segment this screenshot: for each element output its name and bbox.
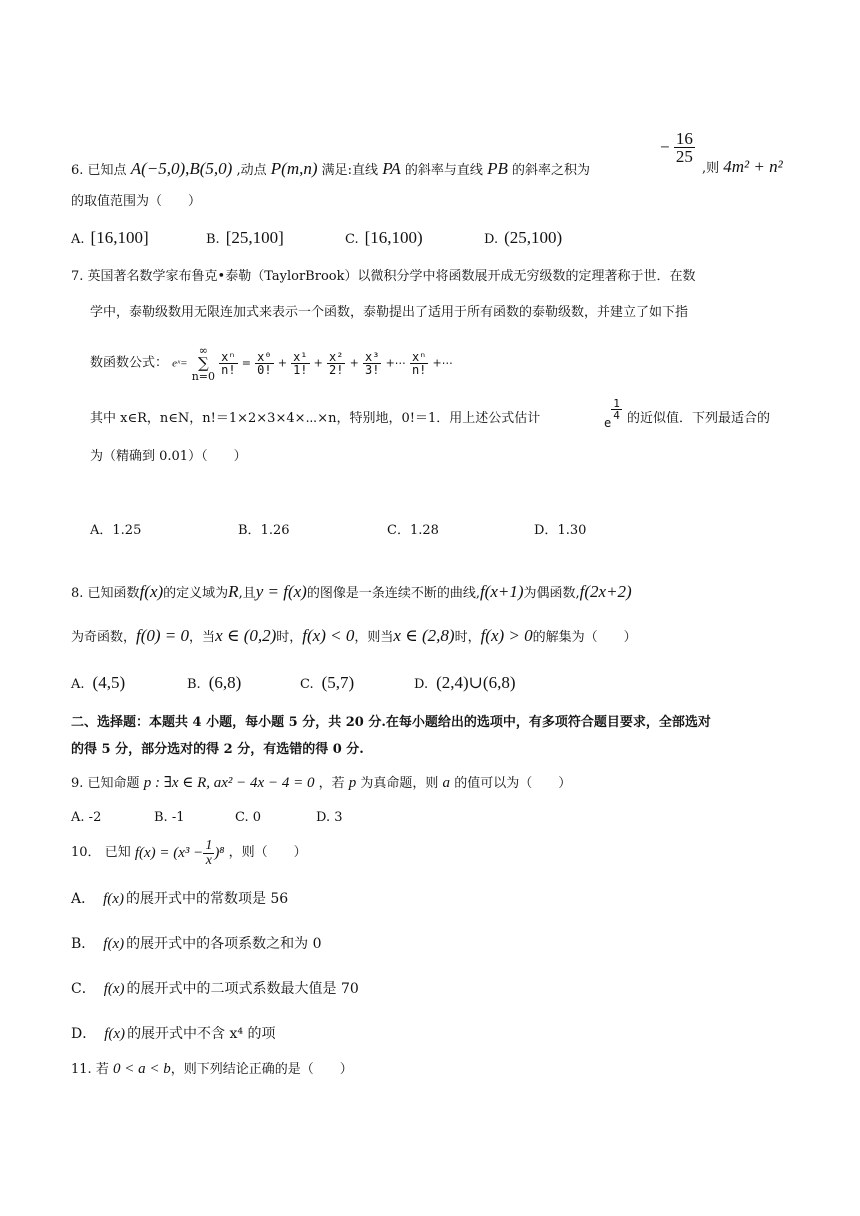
- power-8: )⁸: [214, 845, 225, 861]
- option-value: 1.26: [260, 523, 290, 538]
- q8-line2: [71, 627, 637, 647]
- term-numerator: xⁿ: [411, 350, 427, 364]
- option-value: (25,100): [504, 228, 563, 247]
- q8-text: 的解集为（ ）: [532, 630, 637, 645]
- q10-text: 已知: [104, 845, 131, 860]
- formula-lhs: eˣ=: [172, 357, 188, 370]
- q8-text: 的图像是一条连续不断的曲线,: [306, 586, 480, 601]
- ellipsis: +⋯: [385, 356, 406, 370]
- e-power: [604, 398, 622, 430]
- function-def: f(x) = (x³ −: [134, 845, 204, 861]
- taylor-term: [363, 351, 381, 376]
- plus: +: [277, 356, 287, 370]
- q6-number: 6.: [71, 163, 84, 178]
- equals: =: [241, 356, 251, 370]
- q11-text: 若: [95, 1062, 109, 1077]
- q9-option-c: [235, 810, 261, 825]
- exponent-fraction: [611, 398, 622, 421]
- term-numerator: x⁰: [257, 350, 272, 364]
- q11-number: 11.: [71, 1062, 92, 1077]
- q6-text: 满足:直线: [321, 163, 379, 178]
- ellipsis: +⋯: [432, 356, 453, 370]
- option-value: (5,7): [321, 673, 355, 692]
- q8-text: 为奇函数，: [71, 630, 137, 645]
- q6-text: 的斜率与直线: [404, 163, 483, 178]
- q7-line4b: 的近似值．下列最适合的: [627, 411, 771, 426]
- q7-formula: [90, 345, 453, 382]
- e-base: e: [604, 416, 612, 430]
- q7-option-b: [238, 519, 290, 538]
- q6-fraction: [660, 130, 695, 165]
- math-fx: f(x): [103, 891, 124, 907]
- comma: ,: [185, 159, 190, 178]
- fraction-sign: −: [660, 137, 670, 157]
- q9-number: 9.: [71, 776, 84, 791]
- q6-option-a: [71, 228, 149, 248]
- q11-line1: [71, 1060, 353, 1079]
- option-label: C.: [300, 677, 314, 692]
- q8-line1: [71, 583, 632, 603]
- math-interval-2-8: x ∈ (2,8): [393, 626, 455, 645]
- q8-text: ，则当: [354, 630, 394, 645]
- q10-option-a: [71, 890, 288, 908]
- term-numerator: x²: [329, 350, 344, 364]
- option-label: D．: [71, 1026, 97, 1042]
- option-label: A．: [71, 891, 96, 907]
- inequality: 0 < a < b: [112, 1061, 171, 1077]
- option-label: D.: [484, 232, 499, 247]
- formula-label: 数函数公式：: [90, 355, 169, 371]
- q8-option-a: [71, 673, 125, 693]
- option-value: (2,4)∪(6,8): [436, 673, 516, 692]
- option-value: -2: [88, 810, 102, 825]
- option-label: D．: [534, 523, 558, 538]
- option-value: 1.28: [409, 523, 439, 538]
- q8-text: 的定义域为: [163, 586, 229, 601]
- q7-line1: [71, 268, 695, 286]
- q7-text: 英国著名数学家布鲁克•泰勒（TaylorBrook）以微积分学中将函数展开成无穷级数的定理著称于世．在数: [87, 269, 696, 284]
- q7-line5: 为（精确到 0.01）（ ）: [90, 449, 247, 464]
- math-fx-lt-0: f(x) < 0: [302, 626, 355, 645]
- term-denominator: 0!: [257, 363, 272, 377]
- q6-text: ,动点: [236, 163, 267, 178]
- taylor-term: [255, 351, 273, 376]
- q10-line1: [71, 836, 307, 871]
- math-fx: f(x): [104, 1026, 126, 1042]
- q6-text: 的斜率之积为: [511, 163, 590, 178]
- option-value: (4,5): [92, 673, 126, 692]
- q6-text: ,则: [702, 161, 720, 176]
- q6-option-d: [484, 228, 562, 248]
- q8-text: ，当: [189, 630, 216, 645]
- math-f2x-plus-2: f(2x+2): [579, 582, 632, 601]
- option-value: [16,100]: [90, 228, 149, 247]
- q9-text: 已知命题: [87, 776, 140, 791]
- term-numerator: x³: [364, 350, 380, 364]
- q6-option-c: [345, 228, 423, 248]
- fraction-1-over-x: [203, 839, 214, 868]
- option-text: 的展开式中的常数项是 56: [125, 891, 289, 907]
- q9-option-a: [71, 810, 101, 825]
- point-a: A(−5,0): [130, 159, 186, 178]
- q7-option-c: [387, 519, 439, 538]
- option-text: 的展开式中不含 x⁴ 的项: [127, 1026, 276, 1042]
- q7-number: 7.: [71, 269, 84, 284]
- plus: +: [313, 356, 323, 370]
- term-numerator: x¹: [293, 350, 308, 364]
- q9-text: 的值可以为（ ）: [454, 776, 572, 791]
- q8-number: 8.: [71, 586, 84, 601]
- expression: 4m² + n²: [723, 157, 783, 176]
- option-text: 的展开式中的二项式系数最大值是 70: [126, 981, 359, 997]
- q10-number: 10．: [71, 845, 101, 860]
- fraction-numerator: 1: [205, 837, 213, 853]
- taylor-term: [410, 351, 428, 376]
- q8-text: 已知函数: [87, 586, 140, 601]
- q7-line2: 学中，泰勒级数用无限连加式来表示一个函数，泰勒提出了适用于所有函数的泰勒级数，并建立了如下指: [90, 305, 689, 320]
- q8-option-d: [414, 673, 515, 693]
- q6-expr: [702, 158, 783, 178]
- q6-text: 已知点: [87, 163, 127, 178]
- math-y-fx: y = f(x): [255, 582, 307, 601]
- math-interval-0-2: x ∈ (0,2): [215, 626, 277, 645]
- section2-header-line1: 二、选择题：本题共 4 小题，每小题 5 分，共 20 分.在每小题给出的选项中，有多项符合题目要求，全部选对: [71, 715, 711, 730]
- q10-option-d: [71, 1025, 275, 1043]
- option-label: A.: [71, 677, 85, 692]
- q7-option-a: [90, 519, 141, 538]
- q6-line1: [71, 160, 590, 180]
- option-text: 的展开式中的各项系数之和为 0: [126, 936, 322, 952]
- math-fx: f(x): [103, 936, 125, 952]
- q7-option-d: [534, 519, 586, 538]
- q9-option-b: [154, 810, 185, 825]
- q7-line4: [90, 410, 540, 428]
- term-numerator: xⁿ: [221, 350, 236, 364]
- option-label: A．: [90, 523, 113, 538]
- option-value: (6,8): [208, 673, 242, 692]
- q9-text: ，若: [318, 776, 345, 791]
- option-label: C．: [71, 981, 96, 997]
- option-value: 1.30: [557, 523, 587, 538]
- option-label: D.: [316, 810, 331, 825]
- math-f0: f(0) = 0: [136, 626, 190, 645]
- q8-option-c: [300, 673, 354, 693]
- math-fx: f(x): [139, 582, 164, 601]
- math-p: p: [348, 775, 357, 791]
- q10-option-c: [71, 980, 359, 998]
- option-value: 1.25: [112, 523, 142, 538]
- q6-line2: 的取值范围为（ ）: [71, 194, 202, 209]
- q8-option-b: [187, 673, 241, 693]
- q9-line1: [71, 774, 571, 793]
- math-a: a: [442, 775, 451, 791]
- option-label: B．: [71, 936, 96, 952]
- point-b: B(5,0): [189, 159, 233, 178]
- fraction-16-25: [674, 130, 695, 165]
- option-value: [25,100]: [225, 228, 284, 247]
- option-label: A.: [71, 810, 85, 825]
- taylor-term: [291, 351, 309, 376]
- math-fx: f(x): [103, 981, 125, 997]
- option-label: B．: [238, 523, 261, 538]
- q8-text: 时，: [276, 630, 303, 645]
- sum-symbol: ∑: [198, 354, 209, 372]
- option-value: [16,100): [364, 228, 423, 247]
- taylor-term: [219, 351, 237, 376]
- q9-option-d: [316, 810, 343, 825]
- sum-upper: ∞: [198, 344, 208, 357]
- section2-header-line2: 的得 5 分，部分选对的得 2 分，有选错的得 0 分.: [71, 742, 364, 757]
- term-denominator: 1!: [293, 363, 308, 377]
- q10-text: ，则（ ）: [228, 845, 307, 860]
- exponent-numerator: 1: [613, 397, 620, 410]
- term-denominator: 3!: [364, 363, 380, 377]
- option-label: C．: [387, 523, 410, 538]
- sum-lower: n=0: [191, 370, 216, 383]
- q8-text: ,且: [238, 586, 256, 601]
- math-fx-gt-0: f(x) > 0: [480, 626, 533, 645]
- q10-option-b: [71, 935, 321, 953]
- line-pb: PB: [487, 159, 508, 178]
- line-pa: PA: [382, 159, 401, 178]
- term-denominator: n!: [411, 363, 427, 377]
- option-value: 0: [252, 810, 262, 825]
- q8-text: 时，: [454, 630, 481, 645]
- term-denominator: n!: [221, 363, 236, 377]
- option-label: C.: [345, 232, 359, 247]
- fraction-numerator: 16: [675, 129, 693, 148]
- option-label: D.: [414, 677, 429, 692]
- option-label: B.: [206, 232, 220, 247]
- fraction-denominator: x: [203, 853, 214, 868]
- option-value: -1: [171, 810, 185, 825]
- taylor-term: [327, 351, 345, 376]
- plus: +: [349, 356, 359, 370]
- option-label: B.: [187, 677, 201, 692]
- q7-text: 其中 x∈R，n∈N，n!＝1×2×3×4×⋯×n，特别地，0!＝1．用上述公式估计: [90, 411, 541, 426]
- option-value: 3: [334, 810, 343, 825]
- point-p: P(m,n): [270, 159, 318, 178]
- math-fx-plus-1: f(x+1): [479, 582, 524, 601]
- fraction-denominator: 25: [675, 147, 693, 166]
- term-denominator: 2!: [329, 363, 344, 377]
- q9-text: 为真命题，则: [360, 776, 439, 791]
- q6-option-b: [206, 228, 284, 248]
- exponent-denominator: 4: [613, 409, 620, 422]
- option-label: C.: [235, 810, 249, 825]
- q8-text: 为偶函数,: [523, 586, 580, 601]
- summation-sign: [192, 345, 215, 382]
- math-r: R: [228, 582, 239, 601]
- q11-text: ，则下列结论正确的是（ ）: [170, 1062, 353, 1077]
- option-label: B.: [154, 810, 168, 825]
- option-label: A.: [71, 232, 85, 247]
- proposition-p: p : ∃x ∈ R, ax² − 4x − 4 = 0: [143, 775, 315, 791]
